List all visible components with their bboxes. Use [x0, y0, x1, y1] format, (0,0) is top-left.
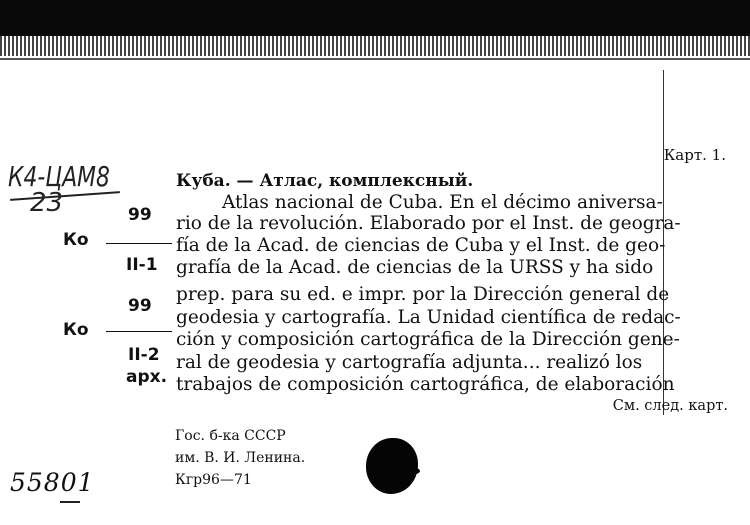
shelf-mark-1-prefix: Ко [63, 230, 89, 250]
body-line: ción y composición cartográfica de la Dirección gene- [176, 329, 680, 350]
library-stamp-line: Кгр96—71 [175, 472, 252, 488]
shelf-mark-2-fraction-line [106, 331, 172, 332]
library-stamp-line: Гос. б-ка СССР [175, 428, 286, 444]
body-line: fía de la Acad. de ciencias de Cuba y el Inst. de geo- [176, 235, 666, 256]
inventory-underline [60, 501, 80, 503]
inventory-number: 55801 [10, 468, 95, 497]
shelf-mark-1-fraction-line [106, 243, 172, 244]
shelf-mark-2-prefix: Ко [63, 320, 89, 340]
card-number: Карт. 1. [663, 146, 726, 164]
scan-edge-line [0, 58, 750, 60]
scan-perforation-strip [0, 36, 750, 56]
shelf-mark-1-bottom: II-1 [126, 255, 158, 275]
card-title: Куба. — Атлас, комплексный. [176, 171, 474, 191]
library-stamp-line: им. В. И. Ленина. [175, 450, 306, 466]
shelf-mark-2-top: 99 [128, 296, 152, 316]
scan-top-band [0, 0, 750, 36]
body-line: prep. para su ed. e impr. por la Dirección general de [176, 284, 670, 305]
handwritten-sub-number: 23 [30, 188, 64, 218]
body-line: grafía de la Acad. de ciencias de la URSS y ha sido [176, 257, 654, 278]
body-line: Atlas nacional de Cuba. En el décimo aniversa- [222, 192, 663, 213]
body-line: rio de la revolución. Elaborado por el Inst. de geogra- [176, 213, 681, 234]
body-line: ral de geodesia y cartografía adjunta... realizó los [176, 352, 643, 373]
shelf-mark-1-top: 99 [128, 205, 152, 225]
body-line: geodesia y cartografía. La Unidad científica de redac- [176, 307, 681, 328]
shelf-mark-2-bottom: II-2 [128, 345, 160, 365]
handwritten-call-number: К4-ЦАМ8 [8, 160, 110, 193]
ink-blot-tail [410, 468, 420, 474]
see-next-card-note: См. след. карт. [612, 398, 728, 414]
shelf-mark-2-note: арх. [126, 367, 168, 387]
body-line: trabajos de composición cartográfica, de elaboración [176, 374, 675, 395]
ink-blot [366, 438, 418, 494]
